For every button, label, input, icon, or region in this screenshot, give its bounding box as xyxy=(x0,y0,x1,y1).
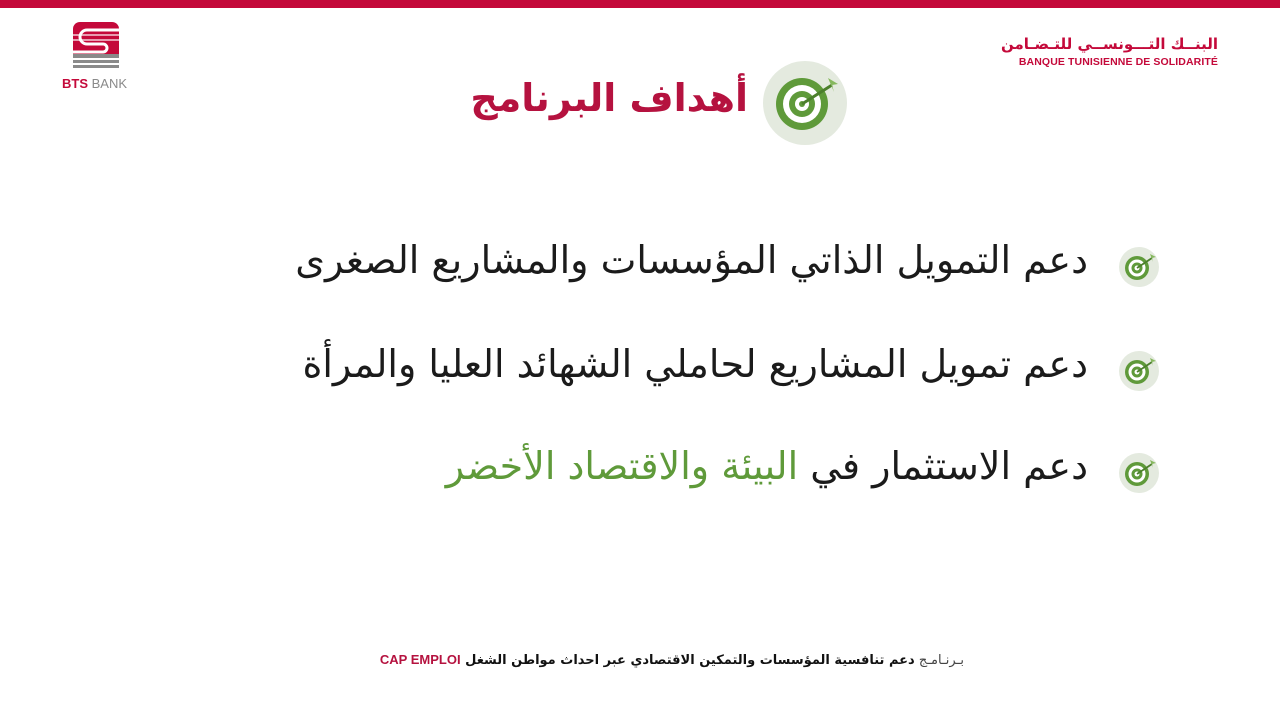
slide-title: أهداف البرنامج xyxy=(470,76,748,120)
bts-logo-icon xyxy=(73,22,119,68)
top-accent-bar xyxy=(0,0,1280,8)
objective-text-prefix: دعم الاستثمار في xyxy=(798,444,1088,488)
list-item xyxy=(150,228,1160,308)
program-label: بـرنـامـج xyxy=(914,653,964,668)
bts-bank-wordmark xyxy=(62,76,127,91)
list-item xyxy=(150,332,1160,412)
list-item xyxy=(150,434,1160,514)
objective-text: دعم التمويل الذاتي المؤسسات والمشاريع الصغرى xyxy=(295,238,1088,282)
bank-name-french: BANQUE TUNISIENNE DE SOLIDARITÉ xyxy=(1018,56,1218,68)
program-name: دعم تنافسية المؤسسات والتمكين الاقتصادي عبر احداث مواطن الشغل xyxy=(460,653,915,668)
objective-text: دعم تمويل المشاريع لحاملي الشهائد العليا والمرأة xyxy=(302,342,1088,386)
bts-bank-logo xyxy=(60,22,140,94)
objective-text xyxy=(446,444,1088,488)
bts-text: BTS xyxy=(62,76,88,91)
target-icon xyxy=(1118,452,1160,494)
bank-name-arabic: البنــك التـــونســي للتـضـامن xyxy=(1000,35,1218,53)
target-icon xyxy=(1118,246,1160,288)
bank-text: BANK xyxy=(88,76,128,91)
program-footer xyxy=(300,652,964,668)
target-icon xyxy=(762,60,848,146)
slide-header xyxy=(470,58,860,148)
program-code: CAP EMPLOI xyxy=(379,652,461,667)
target-icon xyxy=(1118,350,1160,392)
objective-text-highlight: البيئة والاقتصاد الأخضر xyxy=(445,444,799,488)
banque-tunisienne-logo xyxy=(1000,34,1218,68)
